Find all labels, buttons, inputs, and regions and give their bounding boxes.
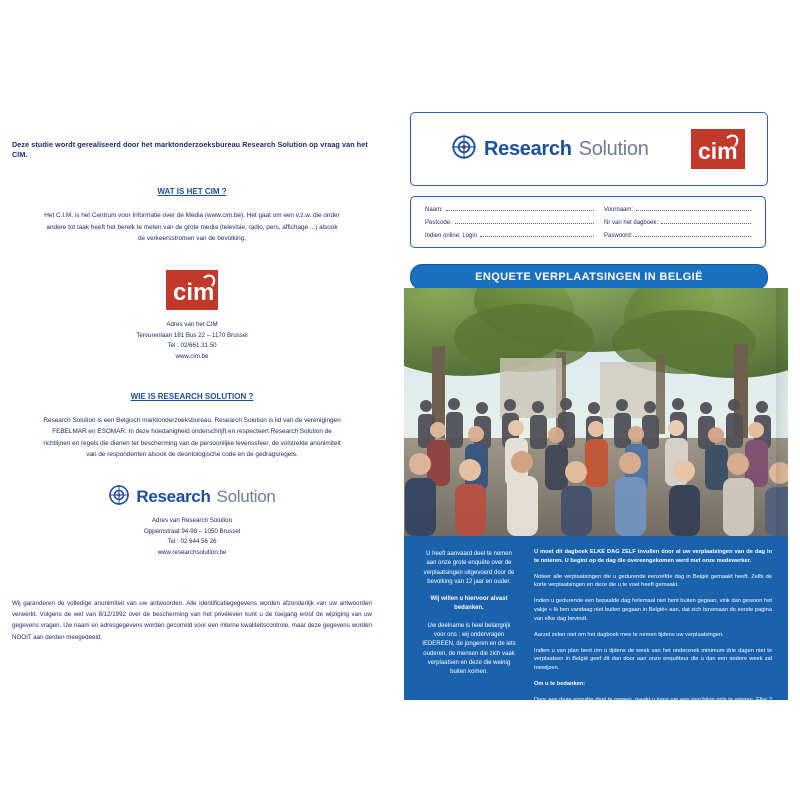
left-para-2: Wij willen u hiervoor alvast bedanken. [430,596,508,612]
right-para-2: Noteer alle verplaatsingen die u gedurende eenzelfde dag in België gemaakt heeft. Zelfs de korte verplaatsingen en deze die u te voet heeft gemaakt. [534,573,772,589]
target-icon [108,484,130,511]
instructions-right-column [534,548,772,729]
brochure-logo-word-solution: Solution [578,137,649,160]
right-para-5: Indien u van plan bent om u tijdens de week van het onderzoek minimum drie dagen niet te verplaatsen in België geef dit dan door aan onze enquêteur die u dan een andere week zal toewijzen. [534,647,772,672]
naam-label: Naam: [425,207,443,213]
privacy-disclaimer: Wij garanderen de volledige anonimiteit van uw antwoorden. Alle identificatiegegevens worden afzonderlijk van uw antwoorden verwerkt. Volgens de wet van 8/12/1992 over de bescherming van het privéleven kunt u de toegang en/of de wijziging van uw gegevens vragen. Uw naam en adresgegevens worden gecorreld voor een interne kwaliteitscontrole, maar deze gegevens worden NOOIT aan derden meegedeeld. [12,600,372,641]
cim-address [12,320,372,362]
section-what-is-cim [12,187,372,244]
brochure-cover [404,112,788,721]
brochure-logo-word-research: Research [484,137,572,160]
voornaam-label: Voornaam: [604,207,634,213]
svg-text:cim: cim [173,279,215,307]
respondent-details-form [410,196,766,248]
section-body-who-is-rs: Research Solution is een Belgisch marktonderzoeksbureau. Research Solution is lid van de verenigingen FEBELMAR en ESOMAR. In deze hoedanigheid onderschrijft en respecteert Research Solution de richtlijnen en regels die dienen ter bescherming van de persoonlijke levenssfeer, de volstrekte anonimiteit van de respondenten alsook de deontologische code en de gedragsregels. [43,417,341,458]
instructions-left-column [422,550,516,686]
right-para-1: U moet dit dagboek ELKE DAG ZELF invullen door al uw verplaatsingen van de dag in te noteren. U begint op de dag die overeengekomen werd met onze medewerker. [534,549,772,564]
svg-text:cim: cim [698,138,738,164]
cim-logo-block [12,270,372,362]
paswoord-label: Paswoord: [604,233,633,239]
right-para-6: Om u te bedanken: [534,681,586,688]
rs-address-line2: Tel : 02 644 56 26 [167,538,217,546]
right-para-3: Indien u gedurende een bepaalde dag helemaal niet bent buiten gegaan, vink dan gewoon het vakje « Ik ben vandaag niet buiten gegaan in België» aan, dat zich bovenaan de eerste pagina van elke dag bevindt. [534,598,772,622]
section-body-what-is-cim: Het C.I.M. is het Centrum voor Informatie over de Media (www.cim.be). Het gaat om een v.z.w. die onder andere tot taak heeft het bereik te meten van de grote media (televisie, radio, pers, affichage ...) alsook de verkeersstromen van de bevolking. [44,212,340,242]
target-icon [451,134,477,165]
rs-address-line3[interactable]: www.researchsolution.be [157,548,227,556]
cim-address-line1: Tervurenlaan 181 Bus 22 – 1170 Brussel [136,331,248,339]
cim-address-line3[interactable]: www.cim.be [175,352,209,360]
left-para-3: Uw deelname is heel belangrijk voor ons : wij ondervragen IEDEREEN, de jongeren en de iets ouderen, de mensen die zich vaak verplaatsen en deze die weinig buiten komen. [422,622,516,676]
left-para-1: U heeft aanvaard deel te nemen aan onze grote enquête over de verplaatsingen uitgevoerd door de bevolking van 12 jaar en ouder. [423,551,515,585]
rs-logo-word-research: Research [136,487,211,507]
login-input[interactable] [480,230,594,237]
cim-address-line2: Tel : 02/661.31.50 [167,342,217,350]
cim-address-head: Adres van het CIM [166,321,218,329]
cim-logo-icon [691,129,745,169]
nr-dagboek-label: Nr van het dagboek: [604,220,659,226]
rs-address-head: Adres van Research Solution [151,516,233,524]
left-information-panel [12,140,372,700]
voornaam-input[interactable] [636,204,751,211]
rs-address [12,516,372,558]
paswoord-input[interactable] [635,230,751,237]
rs-logo-word-solution: Solution [216,487,276,507]
rs-address-line1: Oppemstraat 94-98 – 1050 Brussel [143,527,241,535]
research-solution-logo-block [12,484,372,558]
section-title-who-is-rs: WIE IS RESEARCH SOLUTION ? [130,392,254,402]
section-title-what-is-cim: WAT IS HET CIM ? [157,187,227,197]
survey-title-banner: ENQUETE VERPLAATSINGEN IN BELGIË [410,264,768,290]
login-label: Indien online: Login [425,233,478,239]
right-para-4: Aarzel zeker niet om het dagboek mee te nemen tijdens uw verplaatsingen. [534,631,724,638]
research-solution-logo [108,484,275,511]
naam-input[interactable] [446,204,594,211]
intro-statement: Deze studie wordt gerealiseerd door het marktonderzoeksbureau Research Solution op vraag van het CIM. [12,140,368,159]
brochure-header-box [410,112,768,186]
brochure-research-solution-logo [451,134,649,165]
section-who-is-research-solution [12,392,372,460]
crowd-photo [404,288,788,536]
postcode-label: Postcode: [425,220,452,226]
right-para-7: Door aan deze enquête deel te nemen, maakt u kans om een prachtige prijs te winnen. Elke 2 maanden worden er 24 winnaars bij trekking bepaald. Zij krijgen een cadeaubon die varieert tussen 20 € en 250 €. [534,696,772,721]
instructions-panel [404,536,788,721]
nr-dagboek-input[interactable] [661,217,751,224]
postcode-input[interactable] [455,217,594,224]
cim-logo-icon [160,270,224,310]
